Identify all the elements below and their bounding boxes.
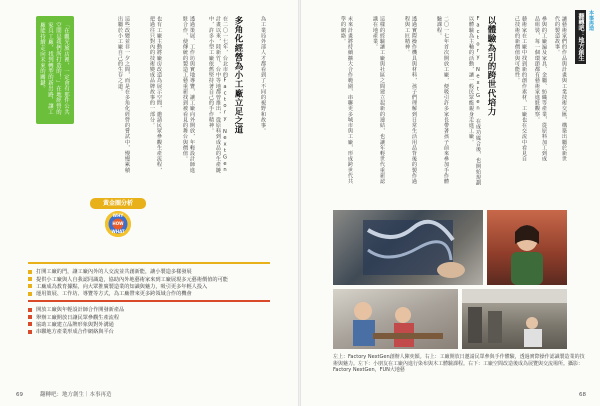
intro-col-2: 參與的工廠遍及家具、金屬、紡織等產業，從原料加工到成品組裝，每一個環節都有藝術家進駐觀察。 xyxy=(534,16,547,162)
list-item: 工廠成為教育據點，向大眾推廣製造業的知識與魅力，吸引更多年輕人投入 xyxy=(28,283,268,290)
photo-portrait xyxy=(487,210,567,285)
intro-col-3: 藝術家在工廠中找到新的創作素材，工廠也在交流中看見自己技術的新價值與可能性。 xyxy=(514,16,527,162)
body-text-col-3: 也有工廠主動將廠房改造為展示空間，邀請民眾參觀生產流程，把過往只對內的技術變成品牌故事的一部分。 xyxy=(149,16,162,173)
quote-text: 「在觀光旅店裡，一定會有那件公共空間是我們所打造的！」在地經營的家具工廠，找到轉型的新出路，讓工廠能持續走向未來的關鍵。 xyxy=(39,22,69,115)
red-divider xyxy=(28,300,270,302)
list-item: 運用策展、工作坊、導覽等方式，為工廠帶來更多跨領域合作的機會 xyxy=(28,290,268,297)
right-page xyxy=(301,0,600,406)
body-text-col-1: 在二〇一七年，台北市的Factory NextGen計畫以來，陸新竹、台中等地都曾推出，從原料到成品的生產鏈中，許多小型工廠依舊堅持著自己的手作精神。 xyxy=(208,16,228,174)
body-col-3: 透過實際操作機具與材料，孩子們理解到日常生活用品背後的製作過程與工匠精神。 xyxy=(404,16,417,184)
why-list xyxy=(28,268,268,298)
running-footer: 翻轉吧：地方創生｜本事再造 xyxy=(40,392,112,398)
photo-factory-space xyxy=(462,289,567,349)
photo-textile-craft xyxy=(333,210,483,285)
section-heading: 多角化經營為小工廠立足之道 xyxy=(233,16,243,135)
what-label: WHAT xyxy=(111,229,125,234)
why-label: WHY xyxy=(112,213,124,218)
body-col-1: Factory NextGen 在成功媒合後，也開始規劃以體驗為主軸的活動，讓一般民眾能親身走進工廠。 xyxy=(468,16,481,186)
golden-circle-analysis xyxy=(90,198,146,258)
photo-portrait-graphic xyxy=(487,210,567,285)
photo-children-workshop-graphic xyxy=(333,289,458,349)
body-col-5: 未來計畫將持續擴大合作範圍，串聯更多城市與工廠，形成跨世代共學的網絡。 xyxy=(340,16,353,184)
section-heading: 以體驗為引的跨世代培力 xyxy=(486,16,496,117)
body-text-col-2: 透過策展、工作坊與實地導覽，讓工廠向外開放，年輕設計師進駐合作，使傳統的製造工藝重新找到被看見的舞台與價值。 xyxy=(182,16,195,173)
body-col-2: 二〇一七年首次開放工廠，便吸引許多家長帶著孩子前來參加手作體驗課程。 xyxy=(436,16,449,184)
intro-text: 為工業局外部人才都看到了不同的視野和故事。 xyxy=(260,16,266,134)
yellow-divider xyxy=(28,262,270,264)
page-number-left: 69 xyxy=(16,392,23,398)
photo-children-workshop xyxy=(333,289,458,349)
list-item: 協助工廠建立品牌形象與對外溝通 xyxy=(28,321,268,328)
analysis-title: 黃金圈分析 xyxy=(90,198,146,209)
left-page xyxy=(0,0,299,406)
photo-textile-craft-graphic xyxy=(333,210,483,285)
chapter-subtag: 本事再造 xyxy=(588,10,594,31)
quote-box xyxy=(36,16,74,124)
body-col-4: 這樣的經驗讓工廠與社區之間建立起新的連結，也讓年輕世代重新認識在地產業。 xyxy=(372,16,385,184)
body-text-col-4: 這些改變並非一夕之間，而是在多角化經營的嘗試中，慢慢累積出屬於小工廠自己的生存之道。 xyxy=(117,16,130,173)
golden-circle-icon xyxy=(105,211,131,237)
list-item: 提供小工廠與人自我認同識造，協助內外地藝術家來到工廠展現多元藝術價值的可能 xyxy=(28,275,268,282)
what-list xyxy=(28,306,268,336)
list-item: 開放工廠與年輕設計師合作開發新產品 xyxy=(28,306,268,313)
chapter-tag: 翻轉吧：地方創生 xyxy=(575,10,586,64)
list-item: 串聯地方產業形成合作網絡與平台 xyxy=(28,328,268,335)
intro-col-1: 讓藝術家們的作品與計畫與工業技術交匯，構築出屬於新世代的製造故事。 xyxy=(554,16,567,162)
list-item: 打開工廠的門，讓工廠內外的人交流並共創新能，讓小製造多樣發展 xyxy=(28,268,268,275)
list-item: 舉辦工廠開放日讓民眾參觀生產流程 xyxy=(28,313,268,320)
photo-factory-space-graphic xyxy=(462,289,567,349)
page-number-right: 68 xyxy=(579,392,586,398)
how-label: HOW xyxy=(112,221,124,226)
photo-caption: 左上：Factory NextGen創辦人陳奕穎。右上：工廠開放日邀請民眾參與手作體驗，透過實際操作認識製造業的技術與魅力。左下：小朋友在工廠內進行染布與木工體驗課程。右下：工廠空間改造後成為展覽與交流場所。攝影：Factory NextGen，FUN大地藝 xyxy=(333,354,585,374)
